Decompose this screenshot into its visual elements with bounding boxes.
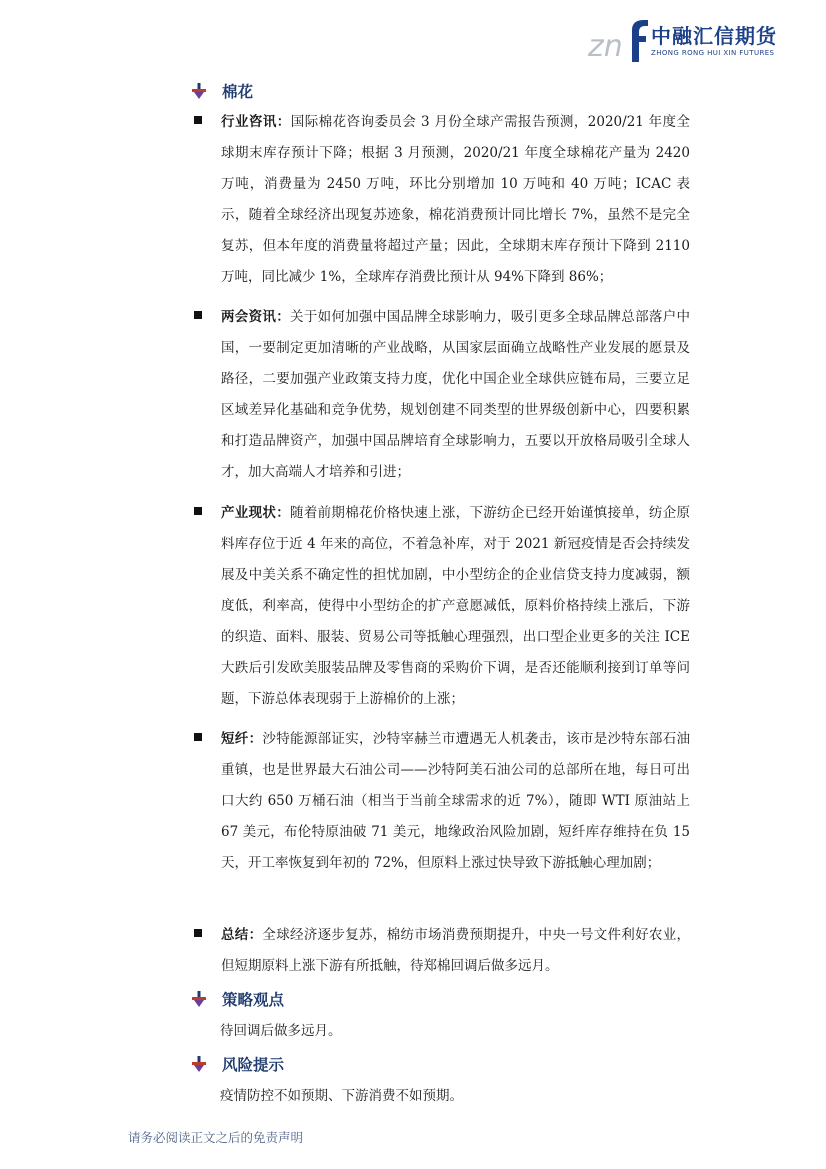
pin-arrow-icon	[190, 990, 208, 1008]
pin-arrow-icon	[190, 1055, 208, 1073]
square-bullet-icon	[194, 116, 202, 124]
logo-letters-zn: zn	[588, 29, 623, 64]
square-bullet-icon	[194, 733, 202, 741]
brand-name: 中融汇信期货	[651, 24, 777, 48]
item-text: 关于如何加强中国品牌全球影响力，吸引更多全球品牌总部落户中国，一要制定更加清晰的产业战略，从国家层面确立战略性产业发展的愿景及路径，二要加强产业政策支持力度，优化中国企业全球供应链布局，三要立足区域差异化基础和竞争优势，规划创建不同类型的世界级创新中心，四要积累和打造品牌资产，加强中国品牌培育全球影响力，五要以开放格局吸引全球人才，加大高端人才培养和引进；	[221, 309, 690, 480]
pin-arrow-icon	[190, 82, 208, 100]
square-bullet-icon	[194, 507, 202, 515]
brand-subtitle: ZHONG RONG HUI XIN FUTURES	[651, 49, 775, 57]
square-bullet-icon	[194, 929, 202, 937]
section-heading-strategy	[190, 988, 284, 1010]
section-heading-risk	[190, 1053, 284, 1075]
item-text: 随着前期棉花价格快速上涨，下游纺企已经开始谨慎接单，纺企原料库存位于近 4 年来的高位，不着急补库，对于 2021 新冠疫情是否会持续发展及中美关系不确定性的担忧加剧，中小型纺企的企业信贷支持力度减弱，额度低，利率高，使得中小型纺企的扩产意愿减低，原料价格持续上涨后，下游的织造、面料、服装、贸易公司等抵触心理强烈，出口型企业更多的关注 ICE 大跌后引发欧美服装品牌及零售商的采购价下调，是否还能顺利接到订单等问题，下游总体表现弱于上游棉价的上涨；	[221, 505, 690, 707]
square-bullet-icon	[194, 311, 202, 319]
item-text: 全球经济逐步复苏，棉纺市场消费预期提升，中央一号文件利好农业，但短期原料上涨下游有所抵触，待郑棉回调后做多远月。	[221, 927, 691, 974]
risk-text: 疫情防控不如预期、下游消费不如预期。	[220, 1088, 463, 1104]
bullet-item-industry-news	[190, 107, 690, 293]
item-label: 总结：	[221, 927, 263, 943]
section-title: 策略观点	[222, 991, 285, 1009]
item-label: 两会资讯：	[221, 309, 291, 325]
item-text: 沙特能源部证实，沙特宰赫兰市遭遇无人机袭击，该市是沙特东部石油重镇，也是世界最大石油公司——沙特阿美石油公司的总部所在地，每日可出口大约 650 万桶石油（相当于当前全球需求的近 7%），随即 WTI 原油站上 67 美元，布伦特原油破 71 美元，地缘政治风险加剧，短纤库存维持在负 15 天，开工率恢复到年初的 72%，但原料上涨过快导致下游抵触心理加剧；	[221, 731, 691, 871]
item-label: 行业咨讯：	[221, 114, 291, 130]
section-title: 棉花	[222, 83, 254, 101]
section-title: 风险提示	[222, 1056, 285, 1074]
bullet-item-two-sessions	[190, 302, 690, 488]
logo-f-mark	[632, 20, 648, 62]
item-label: 短纤：	[221, 731, 263, 747]
bullet-item-summary	[190, 920, 690, 982]
strategy-text: 待回调后做多远月。	[220, 1023, 342, 1039]
bullet-item-staple-fiber	[190, 724, 690, 879]
section-heading-cotton	[190, 80, 253, 102]
item-label: 产业现状：	[221, 505, 291, 521]
footer-disclaimer: 请务必阅读正文之后的免责声明	[128, 1130, 304, 1145]
item-text: 国际棉花咨询委员会 3 月份全球产需报告预测，2020/21 年度全球期末库存预计下降；根据 3 月预测，2020/21 年度全球棉花产量为 2420 万吨，消费量为 2450 万吨，环比分别增加 10 万吨和 40 万吨；ICAC 表示，随着全球经济出现复苏迹象，棉花消费预计同比增长 7%，虽然不是完全复苏，但本年度的消费量将超过产量；因此，全球期末库存预计下降到 2110 万吨，同比减少 1%，全球库存消费比预计从 94%下降到 86%；	[221, 114, 691, 285]
bullet-item-industry-status	[190, 498, 690, 715]
